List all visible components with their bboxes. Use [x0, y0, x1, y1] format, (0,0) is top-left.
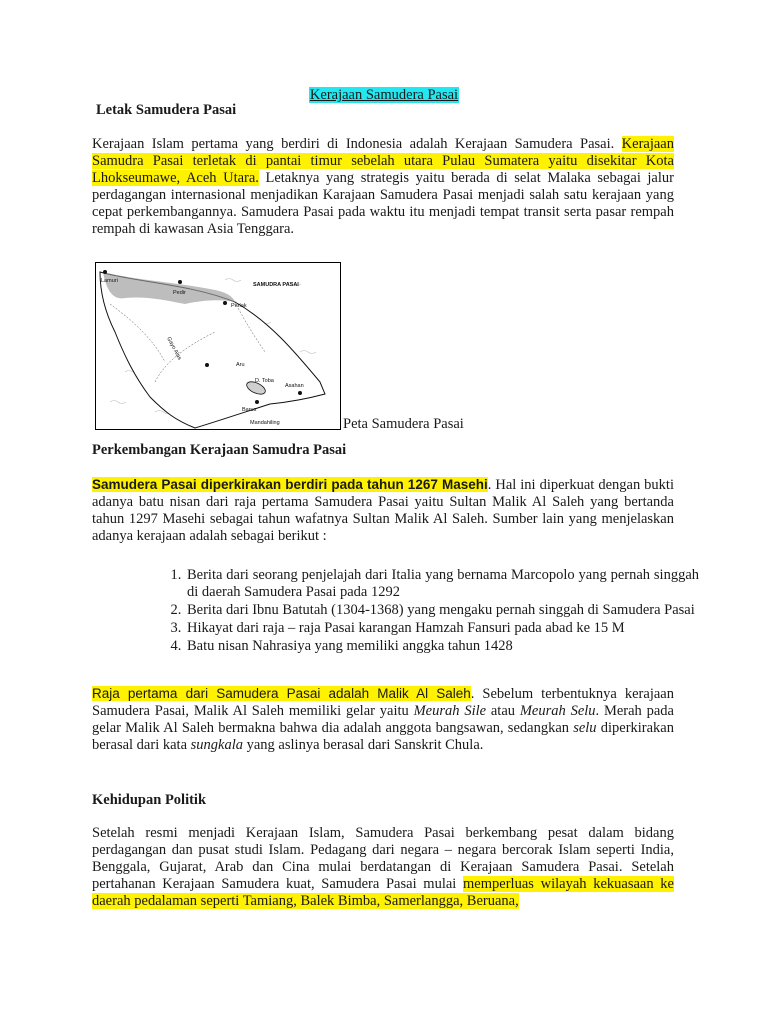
paragraph-text: . Hal ini diperkuat dengan bukti adanya batu nisan dari raja pertama Samudera Pasai yaitu Sultan Malik Al Saleh yang bertanda tahun 1297 Masehi sebagai tahun wafatnya Sultan Malik Al Saleh. Sumber lain yang menjelaskan adanya kerajaan adalah sebagai berikut :: [92, 477, 674, 544]
heading-letak: Letak Samudera Pasai: [96, 102, 237, 118]
map-label-asahan: Asahan: [285, 383, 304, 389]
paragraph-text: Setelah resmi menjadi Kerajaan Islam, Samudera Pasai berkembang pesat dalam bidang perdagangan dan pusat studi Islam. Pedagang dari negara – negara bercorak Islam seperti India, Benggala, Gujarat, Arab dan Cina mulai berdatangan di Kerajaan Samudera Pasai. Setelah pertahanan Kerajaan Samudera kuat, Samudera Pasai mulai: [92, 825, 674, 892]
map-label-gayo: Gayo Alas: [165, 336, 183, 362]
highlighted-text: Samudera Pasai diperkirakan berdiri pada tahun 1267 Masehi: [92, 477, 488, 492]
map-label-pedir: Pedir: [173, 290, 186, 296]
map-label-lamuri: Lamuri: [101, 278, 118, 284]
italic-term: sungkala: [190, 737, 243, 753]
italic-term: selu: [573, 720, 597, 736]
paragraph-perkembangan: [92, 476, 674, 545]
italic-term: Meurah Selu: [519, 703, 596, 719]
paragraph-raja: [92, 685, 674, 754]
map-label-title: SAMUDRA PASAI: [253, 282, 299, 288]
map-label-aru: Aru: [236, 362, 245, 368]
map-label-barus: Barus: [242, 407, 257, 413]
paragraph-text: atau: [486, 703, 520, 719]
map-label-perlak: Perlak: [231, 303, 247, 309]
map-caption: Peta Samudera Pasai: [343, 416, 464, 432]
highlighted-text: memperluas wilayah kekuasaan ke daerah pedalaman seperti Tamiang, Balek Bimba, Samerlangga, Beruana,: [92, 876, 674, 909]
paragraph-text: diperkirakan berasal dari kata: [92, 720, 674, 753]
highlighted-text: Kerajaan Samudra Pasai terletak di pantai timur sebelah utara Pulau Sumatera yaitu disekitar Kota Lhokseumawe, Aceh Utara.: [92, 136, 674, 186]
paragraph-text: Letaknya yang strategis yaitu berada di selat Malaka sebagai jalur perdagangan internasional menjadikan Karajaan Samudera Pasai menjadi salah satu kerajaan yang cepat perkembangannya. Samudera Pasai pada waktu itu menjadi tempat transit serta pasar rempah rempah di kawasan Asia Tenggara.: [92, 170, 674, 237]
heading-perkembangan: Perkembangan Kerajaan Samudra Pasai: [92, 442, 347, 458]
paragraph-politik: [92, 825, 674, 910]
heading-politik: Kehidupan Politik: [92, 792, 207, 808]
list-item: 3. Hikayat dari raja – raja Pasai karangan Hamzah Fansuri pada abad ke 15 M: [185, 620, 699, 637]
map-samudera-pasai: [95, 262, 341, 430]
paragraph-letak: [92, 136, 674, 238]
paragraph-text: . Merah pada gelar Malik Al Saleh bermakna bahwa dia adalah anggota bangsawan, sedangkan: [92, 703, 674, 736]
list-item: 4. Batu nisan Nahrasiya yang memiliki anggka tahun 1428: [185, 638, 699, 655]
paragraph-text: yang aslinya berasal dari Sanskrit Chula.: [243, 737, 484, 753]
sources-list: [160, 567, 699, 656]
document-title: Kerajaan Samudera Pasai: [309, 87, 459, 103]
italic-term: Meurah Sile: [413, 703, 487, 719]
map-label-toba: D. Toba: [255, 378, 274, 384]
map-label-mandahiling: Mandahiling: [250, 420, 280, 426]
list-item: 2. Berita dari Ibnu Batutah (1304-1368) yang mengaku pernah singgah di Samudera Pasai: [185, 602, 699, 619]
highlighted-text: Raja pertama dari Samudera Pasai adalah Malik Al Saleh: [92, 686, 471, 701]
paragraph-text: Kerajaan Islam pertama yang berdiri di Indonesia adalah Kerajaan Samudera Pasai.: [92, 136, 622, 152]
paragraph-text: . Sebelum terbentuknya kerajaan Samudera Pasai, Malik Al Saleh memiliki gelar yaitu: [92, 686, 674, 719]
map-image: [95, 262, 341, 430]
list-item: 1. Berita dari seorang penjelajah dari Italia yang bernama Marcopolo yang pernah singgah di daerah Samudera Pasai pada 1292: [185, 567, 699, 601]
